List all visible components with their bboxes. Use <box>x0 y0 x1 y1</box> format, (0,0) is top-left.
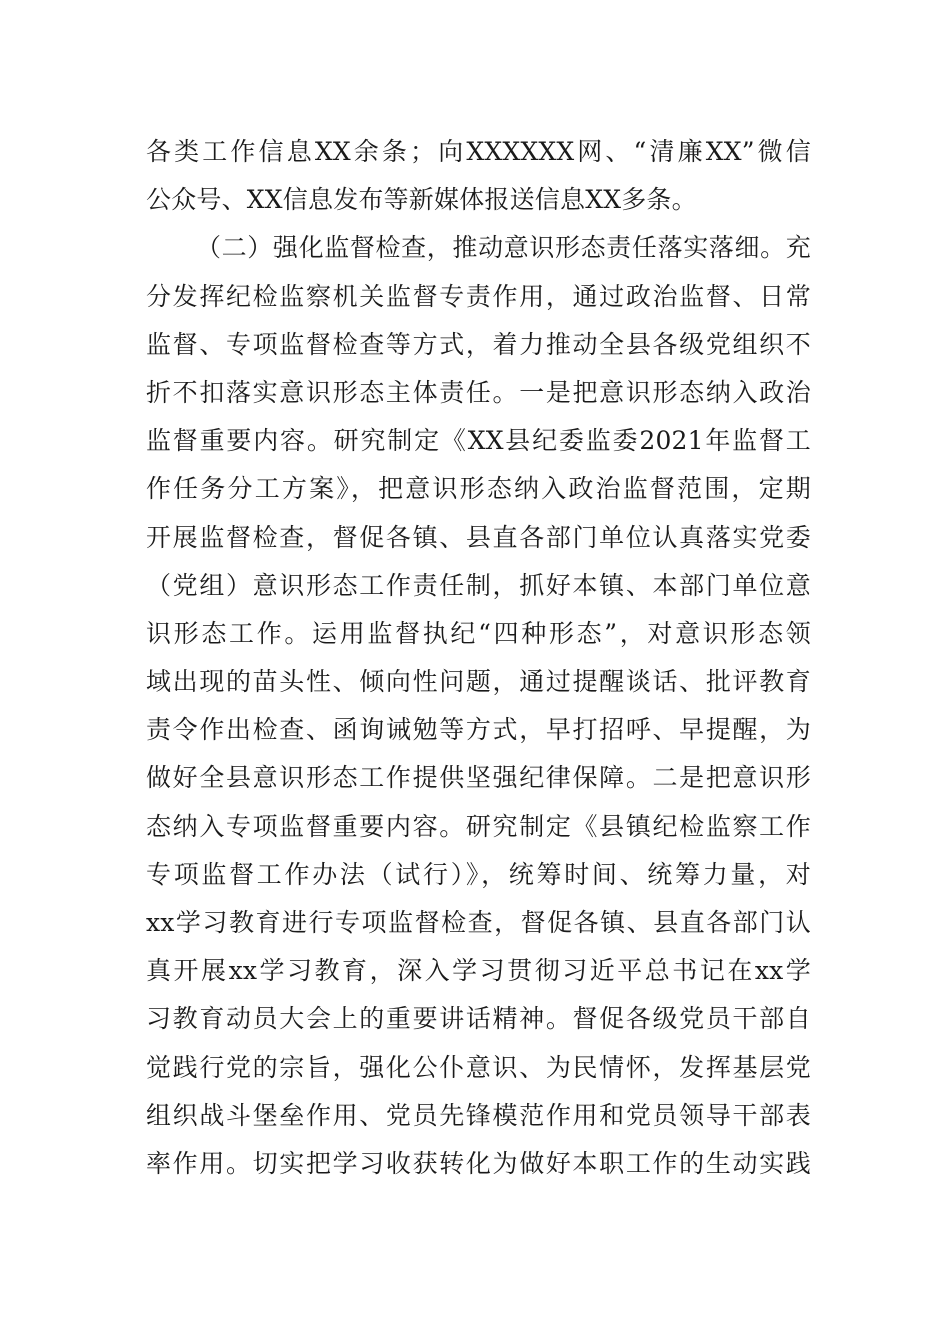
text-line: 做好全县意识形态工作提供坚强纪律保障。二是把意识形 <box>146 763 811 793</box>
body-text <box>146 128 811 1188</box>
text-line: 态纳入专项监督重要内容。研究制定《县镇纪检监察工作 <box>146 811 811 841</box>
text-line: 习教育动员大会上的重要讲话精神。督促各级党员干部自 <box>146 1004 811 1034</box>
text-line: 监督重要内容。研究制定《XX县纪委监委2021年监督工 <box>146 426 811 456</box>
text-line: 各类工作信息XX余条；向XXXXXX网、“清廉XX”微信 <box>146 137 811 166</box>
text-line: 域出现的苗头性、倾向性问题，通过提醒谈话、批评教育 <box>146 667 811 697</box>
text-line: 监督、专项监督检查等方式，着力推动全县各级党组织不 <box>146 329 811 359</box>
text-line: 组织战斗堡垒作用、党员先锋模范作用和党员领导干部表 <box>146 1100 811 1130</box>
text-line: 觉践行党的宗旨，强化公仆意识、为民情怀，发挥基层党 <box>146 1052 811 1082</box>
text-line: 折不扣落实意识形态主体责任。一是把意识形态纳入政治 <box>146 377 811 407</box>
text-line: 率作用。切实把学习收获转化为做好本职工作的生动实践 <box>146 1148 811 1178</box>
text-line: xx学习教育进行专项监督检查，督促各镇、县直各部门认 <box>146 908 811 937</box>
paragraph-start-line: （二）强化监督检查，推动意识形态责任落实落细。充 <box>196 233 811 263</box>
text-line: （党组）意识形态工作责任制，抓好本镇、本部门单位意 <box>146 570 811 600</box>
text-line: 公众号、XX信息发布等新媒体报送信息XX多条。 <box>146 185 697 215</box>
text-line: 真开展xx学习教育，深入学习贯彻习近平总书记在xx学 <box>146 956 811 986</box>
text-line: 作任务分工方案》，把意识形态纳入政治监督范围，定期 <box>146 474 811 504</box>
text-line: 识形态工作。运用监督执纪“四种形态”，对意识形态领 <box>146 618 811 648</box>
text-line: 开展监督检查，督促各镇、县直各部门单位认真落实党委 <box>146 522 811 552</box>
text-line: 专项监督工作办法（试行）》，统筹时间、统筹力量，对 <box>146 859 811 889</box>
text-line: 分发挥纪检监察机关监督专责作用，通过政治监督、日常 <box>146 281 811 311</box>
text-line: 责令作出检查、函询诫勉等方式，早打招呼、早提醒，为 <box>146 715 811 745</box>
